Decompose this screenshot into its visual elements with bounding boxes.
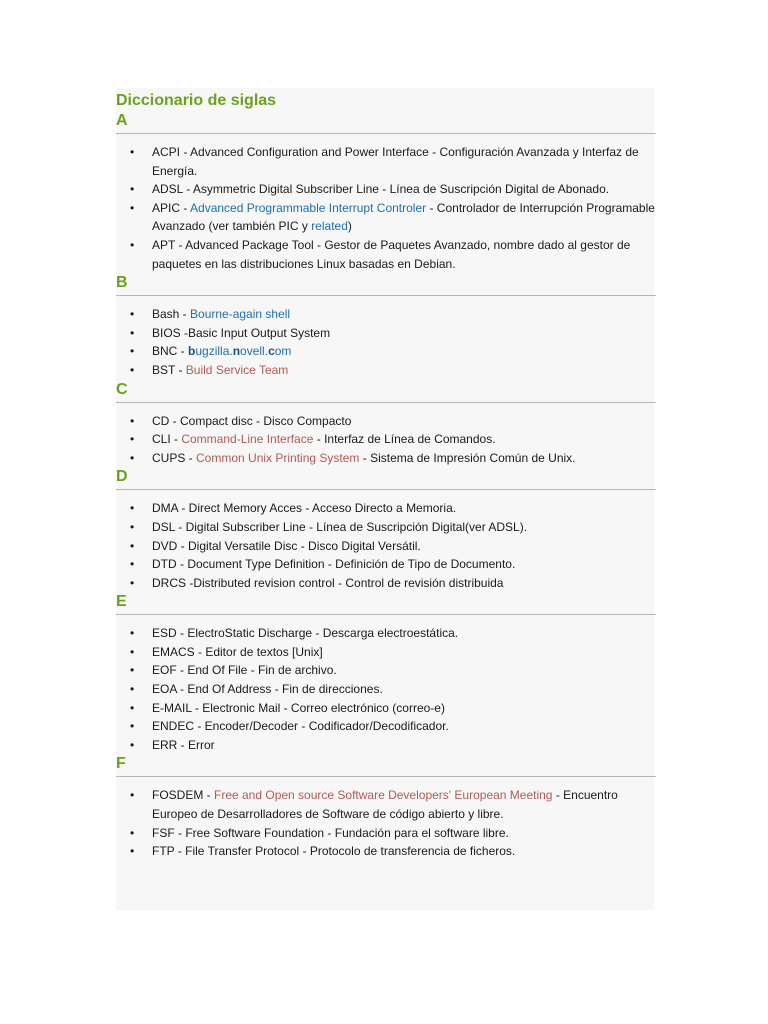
entry-text: EOA - End Of Address - Fin de direcciones. <box>152 682 383 697</box>
entry-text: - Interfaz de Línea de Comandos. <box>313 432 496 447</box>
list-item-fsf <box>116 824 656 843</box>
bullet-icon: • <box>130 788 135 803</box>
entry-list-c <box>116 412 656 468</box>
section-c <box>116 380 656 468</box>
section-divider <box>116 133 656 134</box>
entry-list-b <box>116 305 656 379</box>
bullet-icon: • <box>130 501 135 516</box>
list-item-cd <box>116 412 656 431</box>
section-e <box>116 592 656 754</box>
list-item-fosdem <box>116 786 656 823</box>
entry-text: BNC - <box>152 344 188 359</box>
entry-text: DMA - Direct Memory Acces - Acceso Directo a Memoria. <box>152 501 457 516</box>
page-title: Diccionario de siglas <box>116 92 277 109</box>
list-item-bst <box>116 361 656 380</box>
list-item-bnc <box>116 342 656 361</box>
bullet-icon: • <box>130 344 135 359</box>
entry-text: CD - Compact disc - Disco Compacto <box>152 413 352 428</box>
bash-link[interactable]: Bourne-again shell <box>190 307 291 322</box>
bullet-icon: • <box>130 844 135 859</box>
section-divider <box>116 295 656 296</box>
bullet-icon: • <box>130 825 135 840</box>
entry-text: ENDEC - Encoder/Decoder - Codificador/Decodificador. <box>152 719 449 734</box>
section-letter-c: C <box>116 380 128 398</box>
bullet-icon: • <box>130 519 135 534</box>
bullet-icon: • <box>130 450 135 465</box>
bullet-icon: • <box>130 362 135 377</box>
entry-text: APIC - <box>152 200 191 215</box>
bullet-icon: • <box>130 413 135 428</box>
section-letter-b: B <box>116 274 128 292</box>
bullet-icon: • <box>130 644 135 659</box>
entry-text: - Encuentro Europeo de Desarrolladores de Software de código abierto y libre. <box>152 788 618 822</box>
entry-text: BST - <box>152 362 186 377</box>
entry-text: EOF - End Of File - Fin de archivo. <box>152 663 337 678</box>
list-item-dma <box>116 499 656 518</box>
bullet-icon: • <box>130 182 135 197</box>
list-item-ftp <box>116 842 656 861</box>
bullet-icon: • <box>130 145 135 159</box>
section-divider <box>116 776 656 777</box>
list-item-bash <box>116 305 656 324</box>
entry-text: E-MAIL - Electronic Mail - Correo electrónico (correo-e) <box>152 700 445 715</box>
bst-link[interactable]: Build Service Team <box>185 362 289 377</box>
entry-text: ) <box>347 219 352 234</box>
list-item-cups <box>116 449 656 468</box>
bullet-icon: • <box>130 432 135 447</box>
entry-text: FTP - File Transfer Protocol - Protocolo de transferencia de ficheros. <box>152 844 516 859</box>
entry-text: DVD - Digital Versatile Disc - Disco Digital Versátil. <box>152 538 421 553</box>
list-item-eoa <box>116 680 656 699</box>
list-item-esd <box>116 624 656 643</box>
section-b <box>116 273 656 379</box>
entry-list-f <box>116 786 656 860</box>
bullet-icon: • <box>130 682 135 697</box>
entry-text: DTD - Document Type Definition - Definición de Tipo de Documento. <box>152 557 516 572</box>
related-link[interactable]: related <box>311 219 348 234</box>
section-f <box>116 754 656 860</box>
bugzilla-link[interactable]: bugzilla.novell.com <box>188 344 292 359</box>
list-item-adsl <box>116 180 656 199</box>
list-item-drcs <box>116 574 656 593</box>
bullet-icon: • <box>130 700 135 715</box>
entry-text: ERR - Error <box>152 737 215 752</box>
list-item-email <box>116 699 656 718</box>
document <box>116 90 656 861</box>
list-item-eof <box>116 661 656 680</box>
list-item-endec <box>116 717 656 736</box>
section-a <box>116 111 656 273</box>
entry-text: FOSDEM - <box>152 788 214 803</box>
entry-text: Bash - <box>152 307 191 322</box>
entry-text: ADSL - Asymmetric Digital Subscriber Line - Línea de Suscripción Digital de Abonado. <box>152 182 610 197</box>
apic-link[interactable]: Advanced Programmable Interrupt Controler <box>190 200 427 215</box>
cli-link[interactable]: Command-Line Interface <box>181 432 314 447</box>
section-divider <box>116 614 656 615</box>
section-d <box>116 467 656 592</box>
bullet-icon: • <box>130 325 135 340</box>
bullet-icon: • <box>130 719 135 734</box>
list-item-apt <box>116 236 656 273</box>
list-item-acpi <box>116 143 656 180</box>
section-divider <box>116 402 656 403</box>
entry-list-e <box>116 624 656 754</box>
entry-text: DRCS -Distributed revision control - Control de revisión distribuida <box>152 575 504 590</box>
entry-text: FSF - Free Software Foundation - Fundación para el software libre. <box>152 825 509 840</box>
entry-text: ACPI - Advanced Configuration and Power Interface - Configuración Avanzada y Interfaz de Energía. <box>152 145 639 178</box>
list-item-err <box>116 736 656 755</box>
list-item-dsl <box>116 518 656 537</box>
bullet-icon: • <box>130 575 135 590</box>
fosdem-link[interactable]: Free and Open source Software Developers' European Meeting <box>214 788 553 803</box>
section-letter-f: F <box>116 755 126 773</box>
entry-text: DSL - Digital Subscriber Line - Línea de Suscripción Digital(ver ADSL). <box>152 519 528 534</box>
list-item-emacs <box>116 643 656 662</box>
entry-text: - Sistema de Impresión Común de Unix. <box>359 450 576 465</box>
entry-text: BIOS -Basic Input Output System <box>152 325 331 340</box>
cups-link[interactable]: Common Unix Printing System <box>196 450 360 465</box>
bullet-icon: • <box>130 626 135 641</box>
section-letter-e: E <box>116 593 127 611</box>
bullet-icon: • <box>130 307 135 322</box>
section-letter-d: D <box>116 468 128 486</box>
entry-text: CLI - <box>152 432 182 447</box>
entry-text: EMACS - Editor de textos [Unix] <box>152 644 323 659</box>
entry-text: APT - Advanced Package Tool - Gestor de Paquetes Avanzado, nombre dado al gestor de paquetes en las distribuciones Linux basadas en Debian. <box>152 237 631 271</box>
bullet-icon: • <box>130 663 135 678</box>
bullet-icon: • <box>130 200 135 215</box>
bullet-icon: • <box>130 557 135 572</box>
section-divider <box>116 489 656 490</box>
bullet-icon: • <box>130 538 135 553</box>
list-item-apic <box>116 199 656 236</box>
entry-text: - Controlador de Interrupción Programable Avanzado (ver también PIC y <box>152 200 655 234</box>
section-letter-a: A <box>116 112 128 129</box>
entry-text: ESD - ElectroStatic Discharge - Descarga electroestática. <box>152 626 459 641</box>
list-item-cli <box>116 430 656 449</box>
bullet-icon: • <box>130 237 135 252</box>
entry-list-d <box>116 499 656 592</box>
entry-list-a <box>116 143 656 273</box>
list-item-dvd <box>116 537 656 556</box>
entry-text: CUPS - <box>152 450 197 465</box>
list-item-bios <box>116 324 656 343</box>
bullet-icon: • <box>130 737 135 752</box>
list-item-dtd <box>116 555 656 574</box>
